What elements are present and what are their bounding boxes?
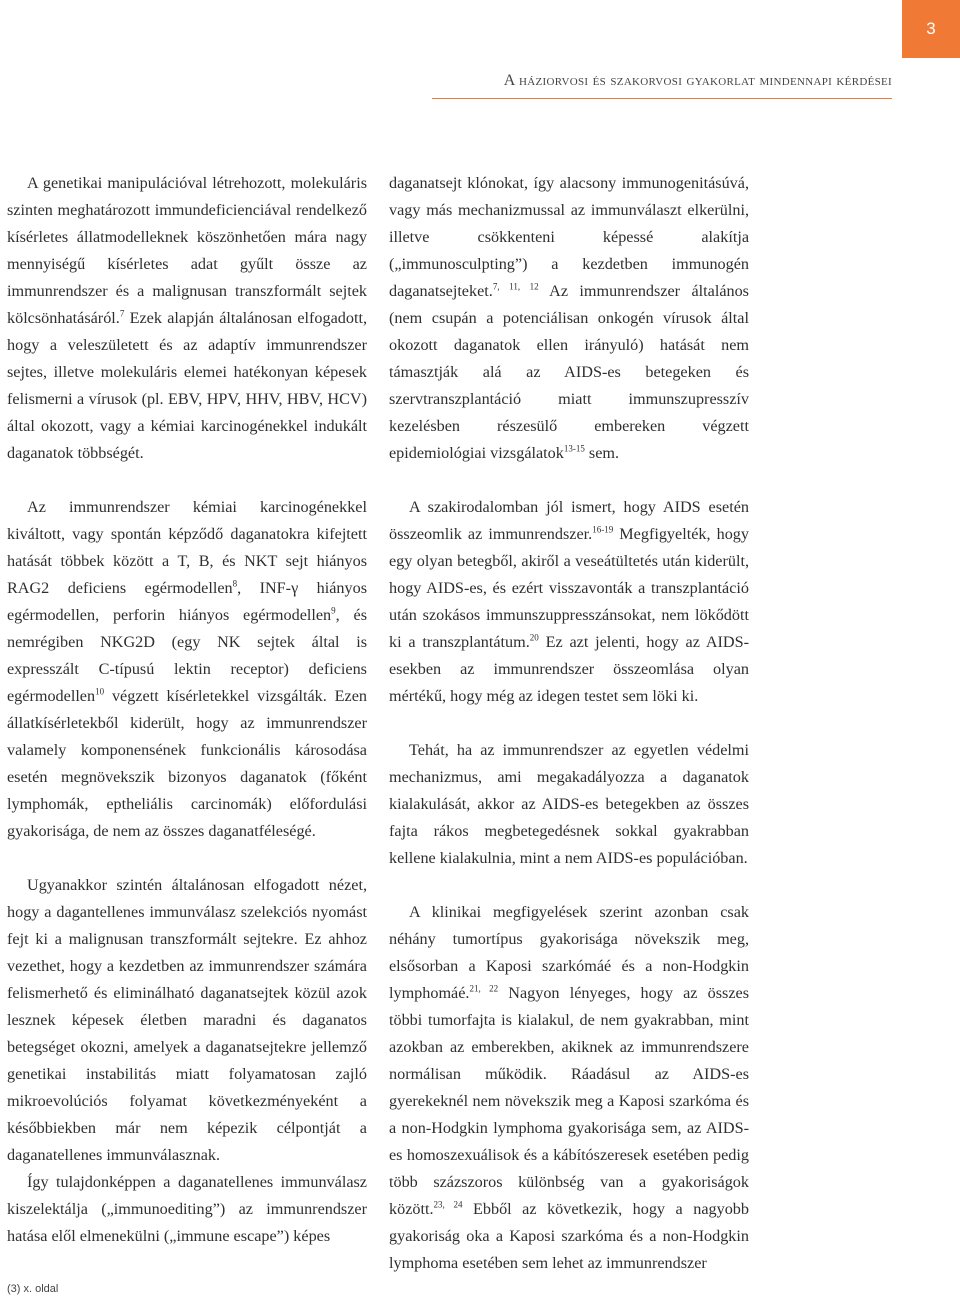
left-paragraph-2: Az immunrendszer kémiai karcinogénekkel kiváltott, vagy spontán képződő daganatokra kifejtett hatását többek között a T, B, és NKT sejt hiányos RAG2 deficiens egérmodellen$^8$, INF-γ hiányos egérmodellen, perforin hiányos egérmodellen$^9$, és nemrégiben NKG2D (egy NK sejtek által is expresszált C-típusú lektin receptor) deficiens egérmodellen$^{10}$ végzett kísérletekkel vizsgálták. Ezen állatkísérletekből kiderült, hogy az immunrendszer valamely komponensének funkcionális károsodása esetén megnövekszik bizonyos daganatok (főként lymphomák, eptheliális carcinomák) előfordulási gyakorisága, de nem az összes daganatféleségé. xyxy=(7,498,367,840)
right-paragraph-4: A klinikai megfigyelések szerint azonban csak néhány tumortípus gyakorisága növekszik meg, elsősorban a Kaposi szarkómáé és a non-Hodgkin lymphomáé.$^{21, 22}$ Nagyon lényeges, hogy az összes többi tumorfajta is kialakul, de nem gyakrabban, mint azokban az emberekben, akiknek az immunrendszere normálisan működik. Ráadásul az AIDS-es gyerekeknél nem növekszik meg a Kaposi szarkóma és a non-Hodgkin lymphoma gyakorisága sem, az AIDS-es homoszexuálisok és a kábítószeresek esetében pedig több százszoros különbség van a gyakoriságok között.$^{23, 24}$ Ebből az következik, hogy a nagyobb gyakoriság oka a Kaposi szarkóma és a non-Hodgkin lymphoma esetében sem lehet az immunrendszer xyxy=(389,903,749,1272)
citation-ref: 7, 11, 12 xyxy=(492,281,539,292)
header-divider xyxy=(432,98,892,99)
citation-ref: 23, 24 xyxy=(433,1199,463,1210)
citation-ref: 16-19 xyxy=(592,524,614,535)
right-paragraph-3: Tehát, ha az immunrendszer az egyetlen védelmi mechanizmus, ami megakadályozza a daganatok kialakulását, akkor az AIDS-es betegekben az összes fajta rákos megbetegedésnek sokkal gyakrabban kellene kialakulnia, mint a nem AIDS-es populációban. xyxy=(389,741,749,867)
right-column xyxy=(389,170,749,1277)
page-number-badge xyxy=(902,0,960,58)
right-paragraph-2: A szakirodalomban jól ismert, hogy AIDS esetén összeomlik az immunrendszer.$^{16-19}$ Megfigyelték, hogy egy olyan betegből, akiről a veseátültetés után kiderült, hogy AIDS-es, és ezért visszavonták a transzplantáció után szokásos immunszuppresszánsokat, nem lökődött ki a transzplantátum.$^{20}$ Ez azt jelenti, hogy az AIDS-esekben az immunrendszer összeomlása olyan mértékű, hogy még az idegen testet sem löki ki. xyxy=(389,498,749,705)
page-number: 3 xyxy=(926,19,936,38)
page-footer: (3) x. oldal xyxy=(7,1283,59,1295)
citation-ref: 21, 22 xyxy=(469,983,499,994)
right-paragraph-1: daganatsejt klónokat, így alacsony immunogenitásúvá, vagy más mechanizmussal az immunválaszt elkerülni, illetve csökkenteni képessé alakítja („immunosculpting”) a kezdetben immunogén daganatsejteket.$^{7, 11, 12}$ Az immunrendszer általános (nem csupán a potenciálisan onkogén vírusok által okozott daganatok ellen irányuló) hatását nem támasztják alá az AIDS-es betegeken és szervtranszplantáció miatt immunszupresszív kezelésben részesülő embereken végzett epidemiológiai vizsgálatok$^{13-15}$ sem. xyxy=(389,174,749,462)
citation-ref: 9 xyxy=(331,605,336,616)
citation-ref: 20 xyxy=(529,632,539,643)
running-header: A háziorvosi és szakorvosi gyakorlat mindennapi kérdései xyxy=(503,72,892,89)
left-column xyxy=(7,170,367,1250)
citation-ref: 13-15 xyxy=(563,443,585,454)
citation-ref: 10 xyxy=(95,686,105,697)
citation-ref: 8 xyxy=(232,578,238,589)
left-paragraph-3: Ugyanakkor szintén általánosan elfogadott nézet, hogy a dagantellenes immunválasz szelekciós nyomást fejt ki a malignusan transzformált sejtekre. Ez ahhoz vezethet, hogy a kezdetben az immunrendszer számára felismerhető és eliminálható daganatsejtek közül azok lesznek képesek életben maradni és daganatos betegséget okozni, amelyek a daganatsejtekre jellemző genetikai instabilitás miatt folyamatosan zajló mikroevolúciós folyamat következményeként a későbbiekben már nem képezik célpontját a daganatellenes immunválasznak. xyxy=(7,876,367,1164)
left-paragraph-4: Így tulajdonképpen a daganatellenes immunválasz kiszelektálja („immunoediting”) az immunrendszer hatása elől elmenekülni („immune escape”) képes xyxy=(7,1173,367,1245)
left-paragraph-1: A genetikai manipulációval létrehozott, molekuláris szinten meghatározott immundeficienciával rendelkező kísérletes állatmodelleknek köszönhetően mára nagy mennyiségű kísérletes adat gyűlt össze az immunrendszer és a malignusan transzformált sejtek kölcsönhatásáról.$^7$ Ezek alapján általánosan elfogadott, hogy a veleszületett és az adaptív immunrendszer sejtes, illetve molekuláris elemei hatékonyan képesek felismerni a vírusok (pl. EBV, HPV, HHV, HBV, HCV) által okozott, vagy a kémiai karcinogénekkel indukált daganatok többségét. xyxy=(7,174,367,462)
citation-ref: 7 xyxy=(119,308,125,319)
